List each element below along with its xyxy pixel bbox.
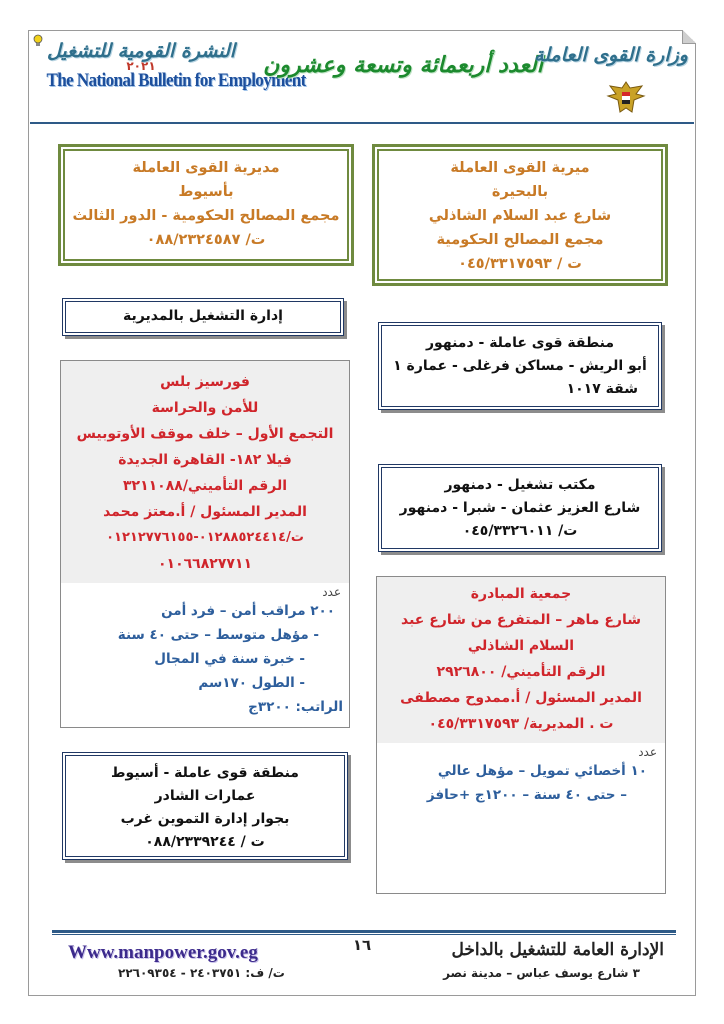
ministry-title: وزارة القوى العاملة bbox=[533, 44, 688, 66]
directorate-assiut-box bbox=[58, 144, 354, 266]
company-activity: للأمن والحراسة bbox=[151, 400, 259, 416]
company-insurance-number: الرقم التأميني/٣٢١١٠٨٨ bbox=[122, 478, 287, 494]
directorate-line: بالبحيرة bbox=[491, 184, 549, 200]
bulletin-logo bbox=[36, 40, 306, 92]
company-phone: ٠١٠٦٦٨٢٧٧١١ bbox=[158, 556, 252, 572]
footer-address: ٣ شارع يوسف عباس – مدينة نصر bbox=[443, 966, 640, 980]
job-requirement: ٢٠٠ مراقب أمن – فرد أمن bbox=[161, 603, 335, 619]
directorate-phone: ت/ ٠٨٨/٢٣٢٤٥٨٧ bbox=[146, 232, 266, 248]
header-divider bbox=[30, 122, 694, 124]
footer-phones: ت/ ف: ٢٤٠٣٧٥١ - ٢٢٦٠٩٣٥٤ bbox=[118, 966, 285, 980]
company-phone: ت . المديرية/ ٠٤٥/٣٣١٧٥٩٣ bbox=[428, 716, 614, 732]
count-label: عدد bbox=[638, 745, 657, 759]
office-phone: ت/ ٠٤٥/٣٣٢٦٠١١ bbox=[462, 523, 578, 539]
bulletin-year: ٢٠٢١ bbox=[126, 59, 156, 73]
issue-title: العدد أربعمائة وتسعة وعشرون bbox=[263, 52, 543, 78]
directorate-line: مجمع المصالح الحكومية - الدور الثالث bbox=[72, 208, 340, 224]
directorate-behira-box bbox=[372, 144, 668, 286]
company-address: التجمع الأول – خلف موقف الأوتوبيس bbox=[76, 426, 334, 442]
office-title: مكتب تشغيل - دمنهور bbox=[444, 477, 596, 493]
employment-admin-box bbox=[62, 298, 344, 336]
website-link[interactable]: Www.manpower.gov.eg bbox=[68, 942, 258, 963]
footer-department: الإدارة العامة للتشغيل بالداخل bbox=[451, 940, 664, 960]
bulletin-title-ar: النشرة القومية للتشغيل bbox=[46, 40, 236, 62]
company-address: شارع ماهر – المتفرع من شارع عبد bbox=[400, 612, 642, 628]
directorate-line: ميرية القوى العاملة bbox=[450, 160, 590, 176]
job-requirement: - خبرة سنة في المجال bbox=[154, 651, 305, 667]
damanhour-zone-box bbox=[378, 322, 662, 410]
zone-address: بجوار إدارة التموين غرب bbox=[120, 811, 290, 827]
company-name: جمعية المبادرة bbox=[470, 586, 572, 602]
company-address: السلام الشاذلي bbox=[467, 638, 575, 654]
eagle-emblem-icon bbox=[604, 78, 648, 118]
company-header bbox=[377, 577, 665, 743]
footer-divider-thin bbox=[52, 934, 676, 935]
directorate-line: مديرية القوى العاملة bbox=[132, 160, 280, 176]
office-address: شارع العزيز عثمان - شبرا - دمنهور bbox=[399, 500, 641, 516]
zone-address: شقة ١٠١٧ bbox=[566, 381, 638, 397]
job-listing-mobadra bbox=[376, 576, 666, 894]
company-name: فورسيز بلس bbox=[160, 374, 250, 390]
zone-title: منطقة قوى عاملة - أسيوط bbox=[111, 765, 299, 781]
bulletin-title-en: The National Bulletin for Employment bbox=[46, 70, 306, 91]
company-phone: ت/٠١٢٨٨٥٢٤٤١٤-٠١٢١٢٧٧٦١٥٥ bbox=[106, 530, 304, 545]
directorate-line: مجمع المصالح الحكومية bbox=[436, 232, 604, 248]
job-requirement: ١٠ أخصائي تمويل – مؤهل عالي bbox=[437, 763, 647, 779]
company-manager: المدير المسئول / أ.ممدوح مصطفى bbox=[400, 690, 642, 706]
zone-phone: ت / ٠٨٨/٢٣٣٩٢٤٤ bbox=[145, 834, 265, 850]
zone-address: عمارات الشادر bbox=[154, 788, 256, 804]
company-header bbox=[61, 361, 349, 583]
count-label: عدد bbox=[322, 585, 341, 599]
footer-divider bbox=[52, 930, 676, 933]
company-address: فيلا ١٨٢- القاهرة الجديدة bbox=[118, 452, 292, 468]
job-requirement: – حتى ٤٠ سنة – ١٢٠٠ج +حافز bbox=[426, 787, 627, 803]
job-listing-forsiz bbox=[60, 360, 350, 728]
directorate-phone: ت / ٠٤٥/٣٣١٧٥٩٣ bbox=[458, 256, 582, 272]
assiut-zone-box bbox=[62, 752, 348, 860]
page-number: ١٦ bbox=[352, 936, 372, 954]
directorate-line: بأسيوط bbox=[178, 184, 234, 200]
employment-admin-label: إدارة التشغيل بالمديرية bbox=[123, 308, 283, 324]
directorate-line: شارع عبد السلام الشاذلي bbox=[428, 208, 612, 224]
company-insurance-number: الرقم التأميني/ ٢٩٢٦٨٠٠ bbox=[436, 664, 606, 680]
damanhour-office-box bbox=[378, 464, 662, 552]
job-requirement: - مؤهل متوسط – حتى ٤٠ سنة bbox=[117, 627, 319, 643]
job-salary: الراتب: ٣٢٠٠ج bbox=[248, 699, 343, 715]
page-header bbox=[30, 34, 694, 122]
zone-address: أبو الريش - مساكن فرغلى - عمارة ١ bbox=[393, 358, 647, 374]
company-manager: المدير المسئول / أ.معتز محمد bbox=[103, 504, 307, 520]
zone-title: منطقة قوى عاملة - دمنهور bbox=[425, 335, 614, 351]
job-requirement: - الطول ١٧٠سم bbox=[198, 675, 305, 691]
